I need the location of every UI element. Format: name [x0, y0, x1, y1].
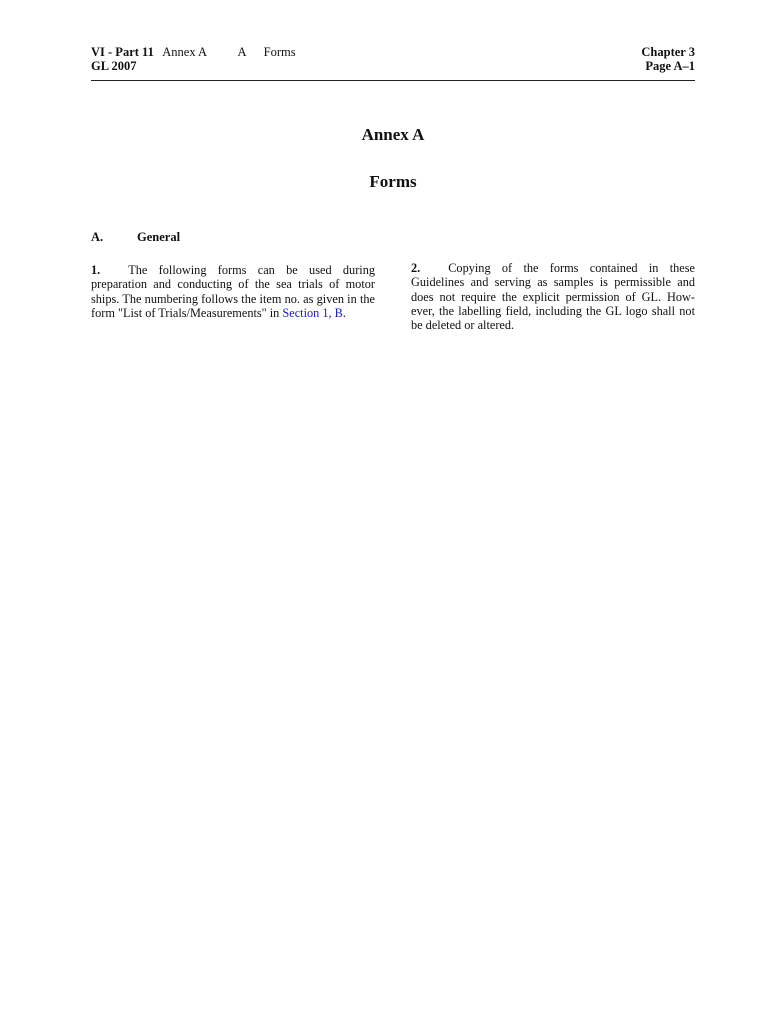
header-page-number: Page A–1 — [645, 59, 695, 73]
section-title: General — [137, 230, 181, 244]
paragraph-2-number: 2. — [411, 261, 421, 275]
paragraph-1 — [91, 263, 375, 320]
paragraph-1-number: 1. — [91, 263, 101, 277]
paragraph-2-text: Copying of the forms contained in these Guidelines and serving as samples is permissible and does not require the explicit permission of GL. How-ever, the labelling field, including the GL logo shall not be deleted or altered. — [411, 261, 695, 333]
section-number: A. — [91, 230, 104, 244]
section-1-b-link[interactable]: Section 1, B — [282, 305, 343, 320]
header-annex: Annex A — [162, 45, 208, 59]
running-header-left — [91, 45, 296, 73]
paragraph-1-end: . — [342, 305, 346, 320]
running-header-right — [641, 45, 695, 73]
header-section-letter: A — [237, 45, 247, 59]
header-section-title: Forms — [263, 45, 296, 59]
running-header-left-line1 — [91, 45, 296, 59]
paragraph-1-text: The following forms can be used during preparation and conducting of the sea trials of motor ships. The numbering follows the item no. as given in the form "List of Trials/Measurements" in — [91, 263, 375, 320]
header-chapter: Chapter 3 — [641, 45, 695, 59]
paragraph-2 — [411, 261, 695, 332]
section-heading — [91, 230, 180, 245]
running-header — [91, 44, 695, 81]
header-edition: GL 2007 — [91, 59, 137, 73]
annex-title: Annex A — [361, 125, 425, 144]
header-part: VI - Part 11 — [91, 45, 154, 59]
forms-title: Forms — [369, 172, 417, 191]
